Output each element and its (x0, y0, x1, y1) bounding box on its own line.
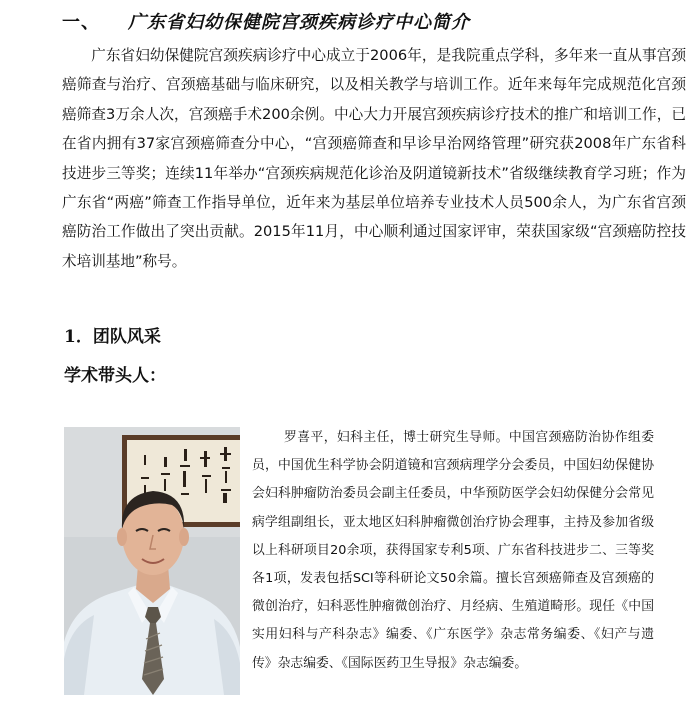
section-title-text: 广东省妇幼保健院宫颈疾病诊疗中心简介 (128, 12, 470, 33)
leader-photo (64, 427, 240, 695)
team-heading: 1．团队风采 (64, 327, 161, 347)
leader-portrait-image (64, 427, 240, 695)
leader-bio: 罗喜平，妇科主任，博士研究生导师。中国宫颈癌防治协作组委员，中国优生科学协会阴道镜和宫颈病理学分会委员，中国妇幼保健协会妇科肿瘤防治委员会副主任委员，中华预防医学会妇幼保健分会常见病学组副组长，亚太地区妇科肿瘤微创治疗协会理事，主持及参加省级以上科研项目20余项，获得国家专利5项、广东省科技进步二、三等奖各1项，发表包括SCI等科研论文50余篇。擅长宫颈癌筛查及宫颈癌的微创治疗，妇科恶性肿瘤微创治疗、月经病、生殖道畸形。现任《中国实用妇科与产科杂志》编委、《广东医学》杂志常务编委、《妇产与遗传》杂志编委、《国际医药卫生导报》杂志编委。 (252, 430, 654, 671)
section-number: 一、 (62, 12, 100, 33)
leader-heading: 学术带头人： (64, 366, 166, 386)
section-title (62, 8, 470, 34)
intro-paragraph: 广东省妇幼保健院宫颈疾病诊疗中心成立于2006年，是我院重点学科，多年来一直从事宫颈癌筛查与治疗、宫颈癌基础与临床研究，以及相关教学与培训工作。近年来每年完成规范化宫颈癌筛查3万余人次，宫颈癌手术200余例。中心大力开展宫颈疾病诊疗技术的推广和培训工作，已在省内拥有37家宫颈癌筛查分中心，“宫颈癌筛查和早诊早治网络管理”研究获2008年广东省科技进步三等奖；连续11年举办“宫颈疾病规范化诊治及阴道镜新技术”省级继续教育学习班；作为广东省“两癌”筛查工作指导单位，近年来为基层单位培养专业技术人员500余人，为广东省宫颈癌防治工作做出了突出贡献。2015年11月，中心顺利通过国家评审，荣获国家级“宫颈癌防控技术培训基地”称号。 (62, 47, 686, 270)
